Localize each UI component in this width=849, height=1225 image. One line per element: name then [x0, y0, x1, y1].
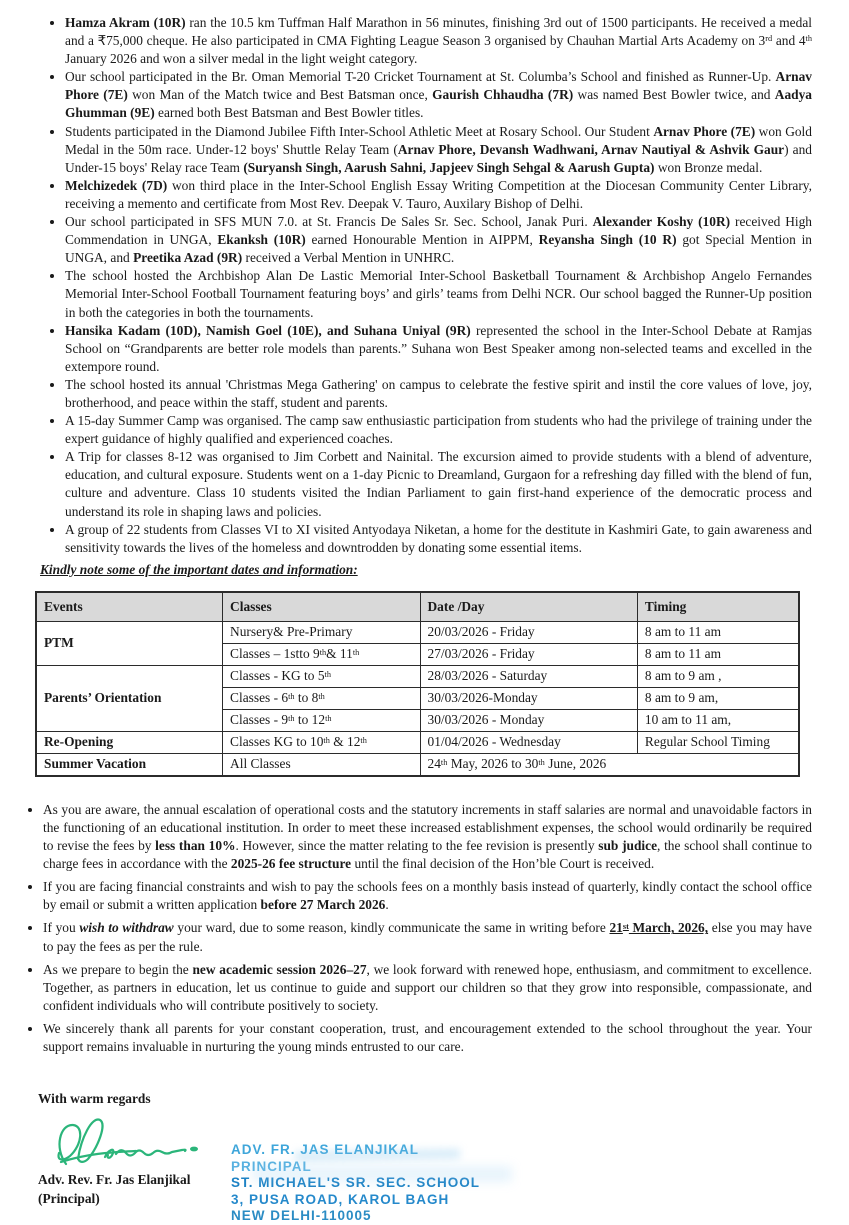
table-row	[36, 753, 799, 776]
achievement-item: • Hansika Kadam (10D), Namish Goel (10E), and Suhana Uniyal (9R) represented the school in the Inter-School Debate at Ramjas School on “Grandparents are better role models than parents.” Suhana won Best Speaker among non-selected teams and excelled in the extempore round.	[65, 322, 812, 376]
important-dates-table	[35, 591, 800, 777]
achievements-list	[45, 14, 812, 557]
signature-icon	[48, 1112, 208, 1170]
date-cell: 01/04/2026 - Wednesday	[420, 731, 637, 753]
dates-heading: Kindly note some of the important dates and information:	[40, 561, 358, 577]
classes-cell: All Classes	[223, 753, 420, 776]
timing-cell: 8 am to 9 am ,	[637, 665, 799, 687]
date-cell: 30/03/2026 - Monday	[420, 709, 637, 731]
classes-cell: Classes KG to 10th & 12th	[223, 731, 420, 753]
column-header-date: Date /Day	[420, 592, 637, 622]
principal-stamp	[231, 1142, 480, 1225]
stamp-line: 3, PUSA ROAD, KAROL BAGH	[231, 1191, 450, 1207]
event-cell-reopening: Re-Opening	[36, 731, 223, 753]
achievement-item: • The school hosted its annual 'Christmas Mega Gathering' on campus to celebrate the festive spirit and instil the core values of love, joy, brotherhood, and peace within the staff, student and parents.	[65, 376, 812, 412]
table-header-row	[36, 592, 799, 622]
classes-cell: Classes - 9th to 12th	[223, 709, 420, 731]
achievement-item: • A 15-day Summer Camp was organised. The camp saw enthusiastic participation from students who had the privilege of training under the expert guidance of highly qualified and experienced coaches.	[65, 412, 812, 448]
achievement-item: • Hamza Akram (10R) ran the 10.5 km Tuffman Half Marathon in 56 minutes, finishing 3rd out of 1500 participants. He received a medal and a ₹75,000 cheque. He also participated in CMA Fighting League Season 3 organised by Chauhan Martial Arts Academy on 3rd and 4th January 2026 and won a silver medal in the light weight category.	[65, 14, 812, 68]
timing-cell: 8 am to 9 am,	[637, 687, 799, 709]
signatory-title: (Principal)	[38, 1191, 100, 1207]
achievement-item: • Melchizedek (7D) won third place in the Inter-School English Essay Writing Competition at the Diocesan Community Center Library, receiving a memento and certificate from Most Rev. Deepak V. Tauro, Auxilary Bishop of Delhi.	[65, 177, 812, 213]
stamp-line: ADV. FR. JAS ELANJIKAL	[231, 1142, 420, 1158]
table-row	[36, 665, 799, 687]
date-cell: 20/03/2026 - Friday	[420, 621, 637, 643]
classes-cell: Classes - KG to 5th	[223, 665, 420, 687]
date-cell: 30/03/2026-Monday	[420, 687, 637, 709]
achievement-item: • Students participated in the Diamond Jubilee Fifth Inter-School Athletic Meet at Rosary School. Our Student Arnav Phore (7E) won Gold Medal in the 50m race. Under-12 boys' Shuttle Relay Team (Arnav Phore, Devansh Wadhwani, Arnav Nautiyal & Ashvik Gaur) and Under-15 boys' Relay race Team (Suryansh Singh, Aarush Sahni, Japjeev Singh Sehgal & Aarush Gupta) won Bronze medal.	[65, 123, 812, 177]
signatory-block	[38, 1112, 213, 1208]
column-header-timing: Timing	[637, 592, 799, 622]
date-cell: 28/03/2026 - Saturday	[420, 665, 637, 687]
table-row	[36, 731, 799, 753]
achievement-item: • A Trip for classes 8-12 was organised to Jim Corbett and Nainital. The excursion aimed to provide students with a blend of adventure, education, and cultural exposure. Students went on a 1-day Picnic to Dreamland, Gurgaon for a refreshing day filled with the blend of fun, culture and adventure. Class 10 students visited the Indian Parliament to gain first-hand experience of the democratic process and understand its role in shaping laws and policies.	[65, 448, 812, 520]
note-item: • If you wish to withdraw your ward, due to some reason, kindly communicate the same in writing before 21st March, 2026, else you may have to pay the fees as per the rule.	[43, 919, 812, 955]
timing-cell: Regular School Timing	[637, 731, 799, 753]
date-cell: 27/03/2026 - Friday	[420, 643, 637, 665]
achievement-item: • Our school participated in the Br. Oman Memorial T-20 Cricket Tournament at St. Columba’s School and finished as Runner-Up. Arnav Phore (7E) won Man of the Match twice and Best Batsman once, Gaurish Chhaudha (7R) was named Best Bowler twice, and Aadya Ghumman (9E) earned both Best Batsman and Best Bowler titles.	[65, 68, 812, 122]
timing-cell: 10 am to 11 am,	[637, 709, 799, 731]
event-cell-orientation: Parents’ Orientation	[36, 665, 223, 731]
note-item: • As you are aware, the annual escalation of operational costs and the statutory increments in staff salaries are normal and unavoidable factors in the functioning of an educational institution. In order to meet these increased establishment expenses, the school would ordinarily be required to revise the fees by less than 10%. However, since the matter relating to the fee revision is presently sub judice, the school shall continue to charge fees in accordance with the 2025-26 fee structure until the final decision of the Hon’ble Court is received.	[43, 801, 812, 873]
vacation-period-cell: 24th May, 2026 to 30th June, 2026	[420, 753, 799, 776]
signatory-name: Adv. Rev. Fr. Jas Elanjikal	[38, 1172, 191, 1188]
column-header-events: Events	[36, 592, 223, 622]
classes-cell: Classes – 1stto 9th& 11th	[223, 643, 420, 665]
achievement-item: • The school hosted the Archbishop Alan De Lastic Memorial Inter-School Basketball Tournament & Archbishop Angelo Fernandes Memorial Inter-School Football Tournament featuring boys’ and girls’ teams from Delhi NCR. Our school bagged the Runner-Up position in both the categories in both the tournaments.	[65, 267, 812, 321]
stamp-line: PRINCIPAL	[231, 1158, 312, 1174]
event-cell-ptm: PTM	[36, 621, 223, 665]
event-cell-vacation: Summer Vacation	[36, 753, 223, 776]
timing-cell: 8 am to 11 am	[637, 643, 799, 665]
achievement-item: • A group of 22 students from Classes VI to XI visited Antyodaya Niketan, a home for the destitute in Kashmiri Gate, to gain awareness and sensitivity towards the lives of the homeless and downtrodden by donating some essential items.	[65, 521, 812, 557]
notes-list	[30, 801, 812, 1056]
stamp-line: NEW DELHI-110005	[231, 1208, 372, 1224]
closing-section	[38, 1090, 812, 1225]
achievement-item: • Our school participated in SFS MUN 7.0. at St. Francis De Sales Sr. Sec. School, Janak Puri. Alexander Koshy (10R) received High Commendation in UNGA, Ekanksh (10R) earned Honourable Mention in AIPPM, Reyansha Singh (10 R) got Special Mention in UNGA, and Preetika Azad (9R) received a Verbal Mention in UNHRC.	[65, 213, 812, 267]
note-item: • If you are facing financial constraints and wish to pay the schools fees on a monthly basis instead of quarterly, kindly contact the school office by email or submit a written application before 27 March 2026.	[43, 878, 812, 914]
note-item: • We sincerely thank all parents for your constant cooperation, trust, and encouragement extended to the school throughout the year. Your support remains invaluable in nurturing the young minds entrusted to our care.	[43, 1020, 812, 1056]
classes-cell: Classes - 6th to 8th	[223, 687, 420, 709]
signature-row	[38, 1112, 812, 1225]
stamp-line: ST. MICHAEL'S SR. SEC. SCHOOL	[231, 1175, 480, 1191]
regards-text: With warm regards	[38, 1091, 151, 1107]
table-row	[36, 621, 799, 643]
timing-cell: 8 am to 11 am	[637, 621, 799, 643]
column-header-classes: Classes	[223, 592, 420, 622]
classes-cell: Nursery& Pre-Primary	[223, 621, 420, 643]
note-item: • As we prepare to begin the new academic session 2026–27, we look forward with renewed hope, enthusiasm, and commitment to excellence. Together, as partners in education, let us continue to guide and support our children so that they grow into responsible, compassionate, and confident individuals who will contribute positively to society.	[43, 961, 812, 1015]
